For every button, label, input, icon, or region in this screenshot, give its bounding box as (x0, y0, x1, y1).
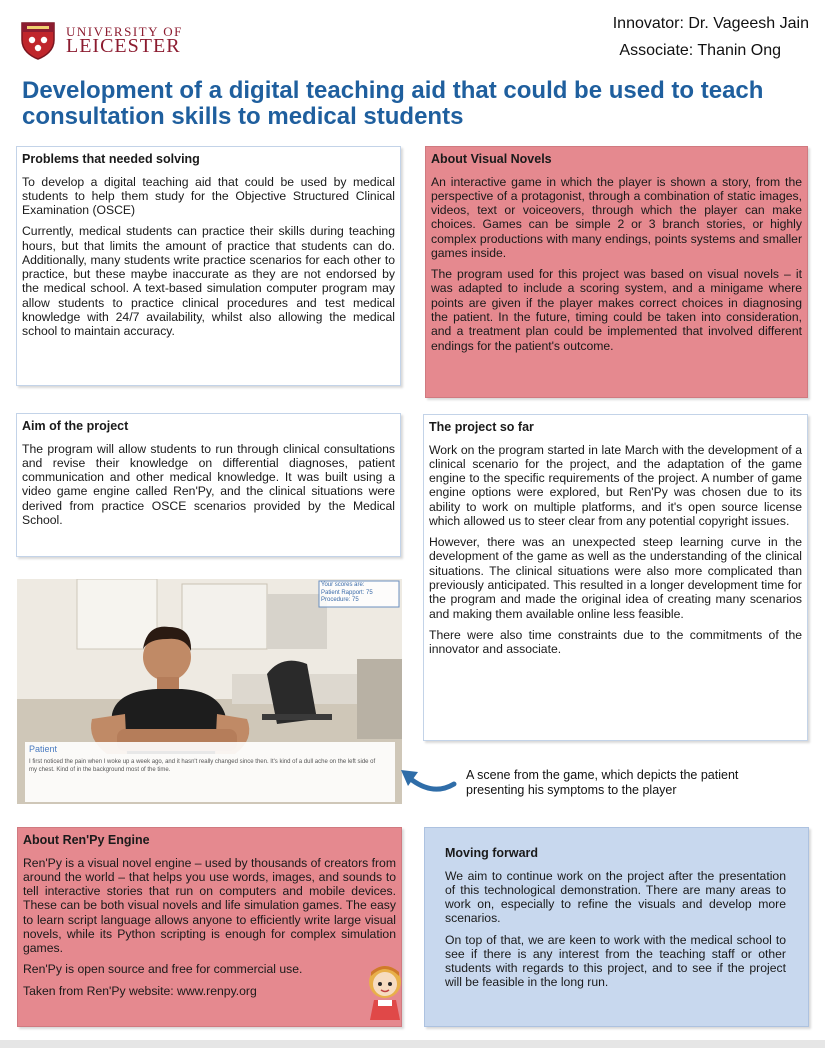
university-crest-icon (18, 20, 58, 60)
associate-label: Associate: Thanin Ong (619, 42, 781, 59)
renpy-heading: About Ren'Py Engine (23, 833, 150, 847)
project-so-far-paragraph-2: However, there was an unexpected steep learning curve in the development of the game as well as the understanding of the clinical situations. The clinical situations were also more complicated than previously anticipated. This resulted in a longer development time for the program and made the original idea of creating many scenarios and making them available online less feasible. (429, 535, 802, 621)
moving-forward-paragraph-2: On top of that, we are keen to work with the medical school to see if there is any interest from the teaching staff or other students with regards to this project, and to see if the project will be feasible in the long run. (445, 932, 786, 990)
visual-novels-paragraph-2: The program used for this project was based on visual novels – it was adapted to include a scoring system, and a minigame where points are given if the player makes correct choices in diagnosing the patient. In the future, timing could be taken into consideration, and a treatment plan could be implemented that involved different endings for the patient's outcome. (431, 267, 802, 353)
logo-line-2: LEICESTER (66, 35, 181, 57)
visual-novels-paragraph-1: An interactive game in which the player is shown a story, from the perspective of a protagonist, through a combination of static images, videos, text or voiceovers, through which the player can make choices. Games can be simple 2 or 3 branch stories, or highly complex productions with many endings, points systems and smaller games inside. (431, 174, 802, 260)
renpy-mascot-icon (362, 960, 408, 1024)
renpy-paragraph-1: Ren'Py is a visual novel engine – used by thousands of creators from around the world – that helps you use words, images, and sounds to tell interactive stories that run on computers and mobile devices. These can be both visual novels and life simulation games. The easy to learn script language allows anyone to efficiently write large visual novels, while its Python scripting is enough for complex simulation games. (23, 855, 396, 956)
visual-novels-heading: About Visual Novels (431, 152, 552, 166)
page-bottom-edge (0, 1040, 825, 1048)
renpy-paragraph-3: Taken from Ren'Py website: www.renpy.org (23, 983, 257, 998)
aim-heading: Aim of the project (22, 419, 129, 433)
moving-forward-section (424, 827, 809, 1027)
procedure-score: Procedure: 75 (321, 597, 359, 603)
patient-rapport-score: Patient Rapport: 75 (321, 589, 373, 596)
poster-title: Development of a digital teaching aid that could be used to teach consultation skills to medical students (22, 77, 764, 131)
project-so-far-paragraph-1: Work on the program started in late March with the development of a clinical scenario for the project, and the adaptation of the game engine to the specific requirements of the project. A number of game engine options were explored, but Ren'Py was chosen due to its ability to work on multiple platforms, and it's open source license which allowed us to steer clear from any potential copyright issues. (429, 442, 802, 528)
innovator-label: Innovator: Dr. Vageesh Jain (612, 15, 809, 32)
moving-forward-heading: Moving forward (445, 846, 539, 860)
problems-heading: Problems that needed solving (22, 152, 200, 166)
renpy-section (17, 827, 402, 1027)
logo-line-1: UNIVERSITY OF (66, 24, 183, 39)
renpy-paragraph-2: Ren'Py is open source and free for commercial use. (23, 962, 303, 977)
scores-title: Your scores are: (321, 582, 365, 588)
project-so-far-heading: The project so far (429, 420, 534, 434)
aim-section (16, 413, 401, 557)
scene-caption: A scene from the game, which depicts the patient presenting his symptoms to the player (466, 768, 739, 797)
dialogue-text: I first noticed the pain when I woke up a week ago, and it hasn't really changed since then. It's kind of a dull ache on the left side of my chest. Kind of in the background most of the time. (29, 759, 376, 774)
curved-arrow-icon (396, 760, 458, 800)
moving-forward-paragraph-1: We aim to continue work on the project after the presentation of this technological demonstration. There are many areas to work on, especially to refine the visuals and develop more scenarios. (445, 868, 786, 926)
project-so-far-section (423, 414, 808, 741)
aim-paragraph-1: The program will allow students to run through clinical consultations and revise their knowledge on differential diagnoses, patient communication and other medical knowledge. It was built using a video game engine called Ren'Py, and the clinical situations were derived from practice OSCE scenarios provided by the Medical School. (22, 441, 395, 527)
problems-paragraph-1: To develop a digital teaching aid that could be used by medical students to help them study for the Objective Structured Clinical Examination (OSCE) (22, 174, 395, 218)
problems-paragraph-2: Currently, medical students can practice their skills during teaching hours, but that limits the amount of practice that students can do. Additionally, many students write practice scenarios for each other to practice, but these maybe inaccurate as they are not endorsed by the medical school. A text-based simulation computer program may allow students to practice clinical procedures and test medical knowledge with 24/7 availability, whilst also allowing the medical school to maintain accuracy. (22, 224, 395, 339)
game-scene-image (17, 579, 402, 804)
problems-section (16, 146, 401, 386)
dialogue-speaker: Patient (29, 744, 58, 754)
visual-novels-section (425, 146, 808, 398)
project-so-far-paragraph-3: There were also time constraints due to the commitments of the innovator and associate. (429, 627, 802, 657)
